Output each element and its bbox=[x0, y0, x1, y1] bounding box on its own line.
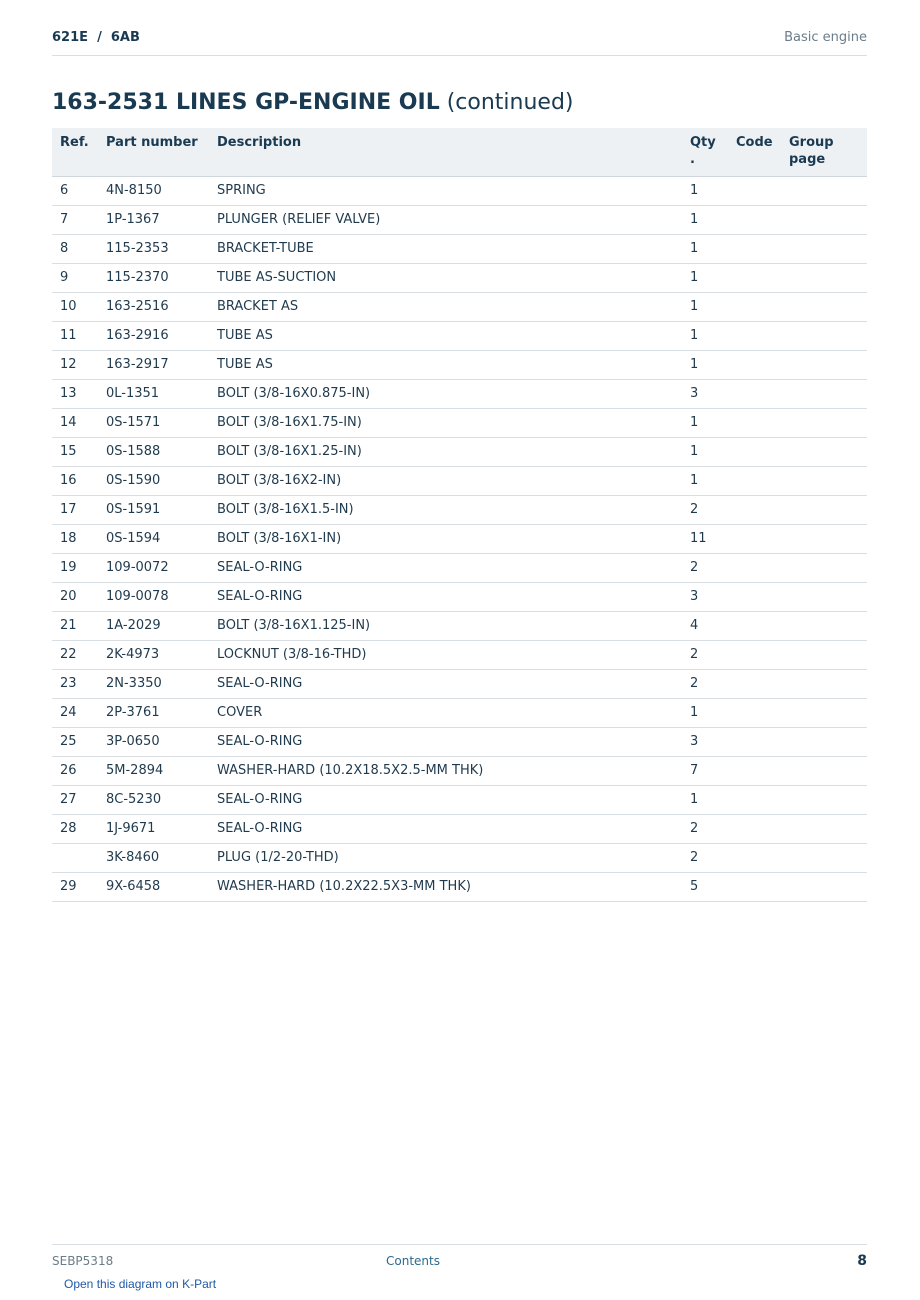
cell-code bbox=[728, 727, 781, 756]
cell-description: LOCKNUT (3/8-16-THD) bbox=[209, 640, 682, 669]
cell-ref: 15 bbox=[52, 437, 98, 466]
cell-group-page bbox=[781, 872, 867, 901]
cell-group-page bbox=[781, 350, 867, 379]
cell-group-page bbox=[781, 611, 867, 640]
cell-qty: 1 bbox=[682, 234, 728, 263]
cell-description: BRACKET-TUBE bbox=[209, 234, 682, 263]
cell-code bbox=[728, 553, 781, 582]
cell-code bbox=[728, 350, 781, 379]
cell-description: BOLT (3/8-16X1.25-IN) bbox=[209, 437, 682, 466]
cell-description: COVER bbox=[209, 698, 682, 727]
cell-part-number: 0L-1351 bbox=[98, 379, 209, 408]
cell-code bbox=[728, 669, 781, 698]
cell-ref: 18 bbox=[52, 524, 98, 553]
cell-code bbox=[728, 872, 781, 901]
section-label: Basic engine bbox=[784, 30, 867, 45]
cell-ref: 16 bbox=[52, 466, 98, 495]
cell-qty: 2 bbox=[682, 495, 728, 524]
cell-group-page bbox=[781, 379, 867, 408]
cell-description: BOLT (3/8-16X1.75-IN) bbox=[209, 408, 682, 437]
cell-description: PLUNGER (RELIEF VALVE) bbox=[209, 205, 682, 234]
cell-group-page bbox=[781, 640, 867, 669]
cell-group-page bbox=[781, 669, 867, 698]
cell-ref: 11 bbox=[52, 321, 98, 350]
table-row bbox=[52, 437, 867, 466]
cell-ref: 20 bbox=[52, 582, 98, 611]
cell-ref: 24 bbox=[52, 698, 98, 727]
cell-group-page bbox=[781, 234, 867, 263]
cell-code bbox=[728, 379, 781, 408]
title-continued: (continued) bbox=[446, 90, 574, 115]
cell-group-page bbox=[781, 205, 867, 234]
table-row bbox=[52, 611, 867, 640]
page-header bbox=[52, 28, 867, 56]
cell-description: SPRING bbox=[209, 176, 682, 205]
cell-description: BOLT (3/8-16X0.875-IN) bbox=[209, 379, 682, 408]
cell-part-number: 163-2916 bbox=[98, 321, 209, 350]
table-header-row bbox=[52, 128, 867, 176]
table-row bbox=[52, 321, 867, 350]
table-row bbox=[52, 495, 867, 524]
cell-ref: 22 bbox=[52, 640, 98, 669]
cell-part-number: 3K-8460 bbox=[98, 843, 209, 872]
cell-qty: 1 bbox=[682, 292, 728, 321]
cell-qty: 1 bbox=[682, 205, 728, 234]
col-group-page: Group page bbox=[781, 128, 867, 176]
col-ref: Ref. bbox=[52, 128, 98, 176]
cell-qty: 2 bbox=[682, 553, 728, 582]
cell-code bbox=[728, 640, 781, 669]
cell-qty: 2 bbox=[682, 814, 728, 843]
cell-ref: 21 bbox=[52, 611, 98, 640]
page-title bbox=[52, 90, 574, 115]
cell-group-page bbox=[781, 814, 867, 843]
cell-group-page bbox=[781, 553, 867, 582]
cell-code bbox=[728, 466, 781, 495]
cell-description: TUBE AS-SUCTION bbox=[209, 263, 682, 292]
cell-code bbox=[728, 814, 781, 843]
table-row bbox=[52, 785, 867, 814]
cell-description: SEAL-O-RING bbox=[209, 553, 682, 582]
page-number: 8 bbox=[857, 1253, 867, 1269]
cell-group-page bbox=[781, 466, 867, 495]
cell-qty: 3 bbox=[682, 727, 728, 756]
cell-group-page bbox=[781, 495, 867, 524]
cell-ref: 26 bbox=[52, 756, 98, 785]
cell-description: BOLT (3/8-16X1.125-IN) bbox=[209, 611, 682, 640]
cell-qty: 2 bbox=[682, 843, 728, 872]
col-part-number: Part number bbox=[98, 128, 209, 176]
cell-code bbox=[728, 843, 781, 872]
cell-ref: 28 bbox=[52, 814, 98, 843]
cell-qty: 1 bbox=[682, 785, 728, 814]
model-label: 621E / 6AB bbox=[52, 30, 140, 45]
table-row bbox=[52, 379, 867, 408]
cell-qty: 2 bbox=[682, 640, 728, 669]
cell-code bbox=[728, 408, 781, 437]
cell-description: SEAL-O-RING bbox=[209, 785, 682, 814]
table-row bbox=[52, 582, 867, 611]
table-row bbox=[52, 843, 867, 872]
cell-group-page bbox=[781, 437, 867, 466]
cell-part-number: 0S-1590 bbox=[98, 466, 209, 495]
table-row bbox=[52, 466, 867, 495]
cell-code bbox=[728, 292, 781, 321]
cell-code bbox=[728, 263, 781, 292]
cell-group-page bbox=[781, 408, 867, 437]
cell-part-number: 0S-1591 bbox=[98, 495, 209, 524]
table-row bbox=[52, 640, 867, 669]
cell-description: TUBE AS bbox=[209, 321, 682, 350]
table-row bbox=[52, 234, 867, 263]
table-row bbox=[52, 205, 867, 234]
table-row bbox=[52, 669, 867, 698]
cell-group-page bbox=[781, 524, 867, 553]
table-row bbox=[52, 814, 867, 843]
table-row bbox=[52, 408, 867, 437]
cell-ref bbox=[52, 843, 98, 872]
cell-part-number: 0S-1594 bbox=[98, 524, 209, 553]
cell-qty: 4 bbox=[682, 611, 728, 640]
cell-code bbox=[728, 437, 781, 466]
cell-code bbox=[728, 234, 781, 263]
cell-qty: 1 bbox=[682, 263, 728, 292]
cell-qty: 2 bbox=[682, 669, 728, 698]
cell-part-number: 4N-8150 bbox=[98, 176, 209, 205]
cell-ref: 25 bbox=[52, 727, 98, 756]
table-row bbox=[52, 553, 867, 582]
cell-ref: 9 bbox=[52, 263, 98, 292]
cell-ref: 7 bbox=[52, 205, 98, 234]
cell-description: WASHER-HARD (10.2X22.5X3-MM THK) bbox=[209, 872, 682, 901]
cell-qty: 1 bbox=[682, 437, 728, 466]
cell-part-number: 2N-3350 bbox=[98, 669, 209, 698]
col-code: Code bbox=[728, 128, 781, 176]
cell-part-number: 115-2370 bbox=[98, 263, 209, 292]
cell-description: SEAL-O-RING bbox=[209, 582, 682, 611]
table-row bbox=[52, 698, 867, 727]
cell-group-page bbox=[781, 756, 867, 785]
doc-number: SEBP5318 bbox=[52, 1254, 114, 1268]
cell-qty: 3 bbox=[682, 379, 728, 408]
cell-group-page bbox=[781, 176, 867, 205]
cell-qty: 1 bbox=[682, 176, 728, 205]
cell-ref: 14 bbox=[52, 408, 98, 437]
cell-code bbox=[728, 582, 781, 611]
contents-link[interactable]: Contents bbox=[386, 1254, 440, 1268]
cell-ref: 19 bbox=[52, 553, 98, 582]
cell-part-number: 5M-2894 bbox=[98, 756, 209, 785]
cell-description: SEAL-O-RING bbox=[209, 814, 682, 843]
table-row bbox=[52, 727, 867, 756]
cell-code bbox=[728, 176, 781, 205]
cell-qty: 7 bbox=[682, 756, 728, 785]
cell-description: SEAL-O-RING bbox=[209, 727, 682, 756]
cell-part-number: 163-2516 bbox=[98, 292, 209, 321]
cell-ref: 13 bbox=[52, 379, 98, 408]
cell-part-number: 2K-4973 bbox=[98, 640, 209, 669]
cell-code bbox=[728, 524, 781, 553]
cell-qty: 1 bbox=[682, 466, 728, 495]
title-part-group: 163-2531 LINES GP-ENGINE OIL bbox=[52, 90, 440, 115]
cell-ref: 12 bbox=[52, 350, 98, 379]
col-qty: Qty . bbox=[682, 128, 728, 176]
cell-description: TUBE AS bbox=[209, 350, 682, 379]
table-row bbox=[52, 756, 867, 785]
cell-qty: 1 bbox=[682, 350, 728, 379]
cell-qty: 1 bbox=[682, 698, 728, 727]
cell-part-number: 109-0078 bbox=[98, 582, 209, 611]
cell-part-number: 0S-1571 bbox=[98, 408, 209, 437]
cell-ref: 17 bbox=[52, 495, 98, 524]
cell-part-number: 1J-9671 bbox=[98, 814, 209, 843]
cell-code bbox=[728, 495, 781, 524]
cell-code bbox=[728, 756, 781, 785]
cell-code bbox=[728, 611, 781, 640]
cell-description: BOLT (3/8-16X1-IN) bbox=[209, 524, 682, 553]
table-row bbox=[52, 176, 867, 205]
cell-part-number: 109-0072 bbox=[98, 553, 209, 582]
cell-part-number: 1A-2029 bbox=[98, 611, 209, 640]
cell-part-number: 3P-0650 bbox=[98, 727, 209, 756]
cell-part-number: 0S-1588 bbox=[98, 437, 209, 466]
col-description: Description bbox=[209, 128, 682, 176]
cell-code bbox=[728, 698, 781, 727]
cell-part-number: 163-2917 bbox=[98, 350, 209, 379]
cell-description: SEAL-O-RING bbox=[209, 669, 682, 698]
cell-ref: 6 bbox=[52, 176, 98, 205]
cell-group-page bbox=[781, 292, 867, 321]
table-row bbox=[52, 350, 867, 379]
cell-qty: 5 bbox=[682, 872, 728, 901]
cell-part-number: 115-2353 bbox=[98, 234, 209, 263]
cell-part-number: 1P-1367 bbox=[98, 205, 209, 234]
cell-group-page bbox=[781, 263, 867, 292]
table-row bbox=[52, 872, 867, 901]
page-footer bbox=[52, 1244, 867, 1291]
cell-description: BRACKET AS bbox=[209, 292, 682, 321]
table-row bbox=[52, 263, 867, 292]
cell-ref: 27 bbox=[52, 785, 98, 814]
cell-description: BOLT (3/8-16X2-IN) bbox=[209, 466, 682, 495]
cell-description: BOLT (3/8-16X1.5-IN) bbox=[209, 495, 682, 524]
cell-ref: 29 bbox=[52, 872, 98, 901]
cell-code bbox=[728, 785, 781, 814]
cell-qty: 1 bbox=[682, 321, 728, 350]
cell-group-page bbox=[781, 727, 867, 756]
cell-qty: 1 bbox=[682, 408, 728, 437]
cell-ref: 8 bbox=[52, 234, 98, 263]
cell-code bbox=[728, 205, 781, 234]
cell-description: PLUG (1/2-20-THD) bbox=[209, 843, 682, 872]
cell-code bbox=[728, 321, 781, 350]
cell-group-page bbox=[781, 785, 867, 814]
cell-qty: 3 bbox=[682, 582, 728, 611]
cell-part-number: 2P-3761 bbox=[98, 698, 209, 727]
cell-group-page bbox=[781, 843, 867, 872]
cell-qty: 11 bbox=[682, 524, 728, 553]
cell-ref: 23 bbox=[52, 669, 98, 698]
cell-part-number: 8C-5230 bbox=[98, 785, 209, 814]
cell-part-number: 9X-6458 bbox=[98, 872, 209, 901]
table-row bbox=[52, 524, 867, 553]
cell-group-page bbox=[781, 321, 867, 350]
parts-table bbox=[52, 128, 867, 902]
table-row bbox=[52, 292, 867, 321]
cell-group-page bbox=[781, 698, 867, 727]
cell-group-page bbox=[781, 582, 867, 611]
cell-description: WASHER-HARD (10.2X18.5X2.5-MM THK) bbox=[209, 756, 682, 785]
cell-ref: 10 bbox=[52, 292, 98, 321]
open-diagram-link[interactable]: Open this diagram on K-Part bbox=[64, 1277, 217, 1291]
